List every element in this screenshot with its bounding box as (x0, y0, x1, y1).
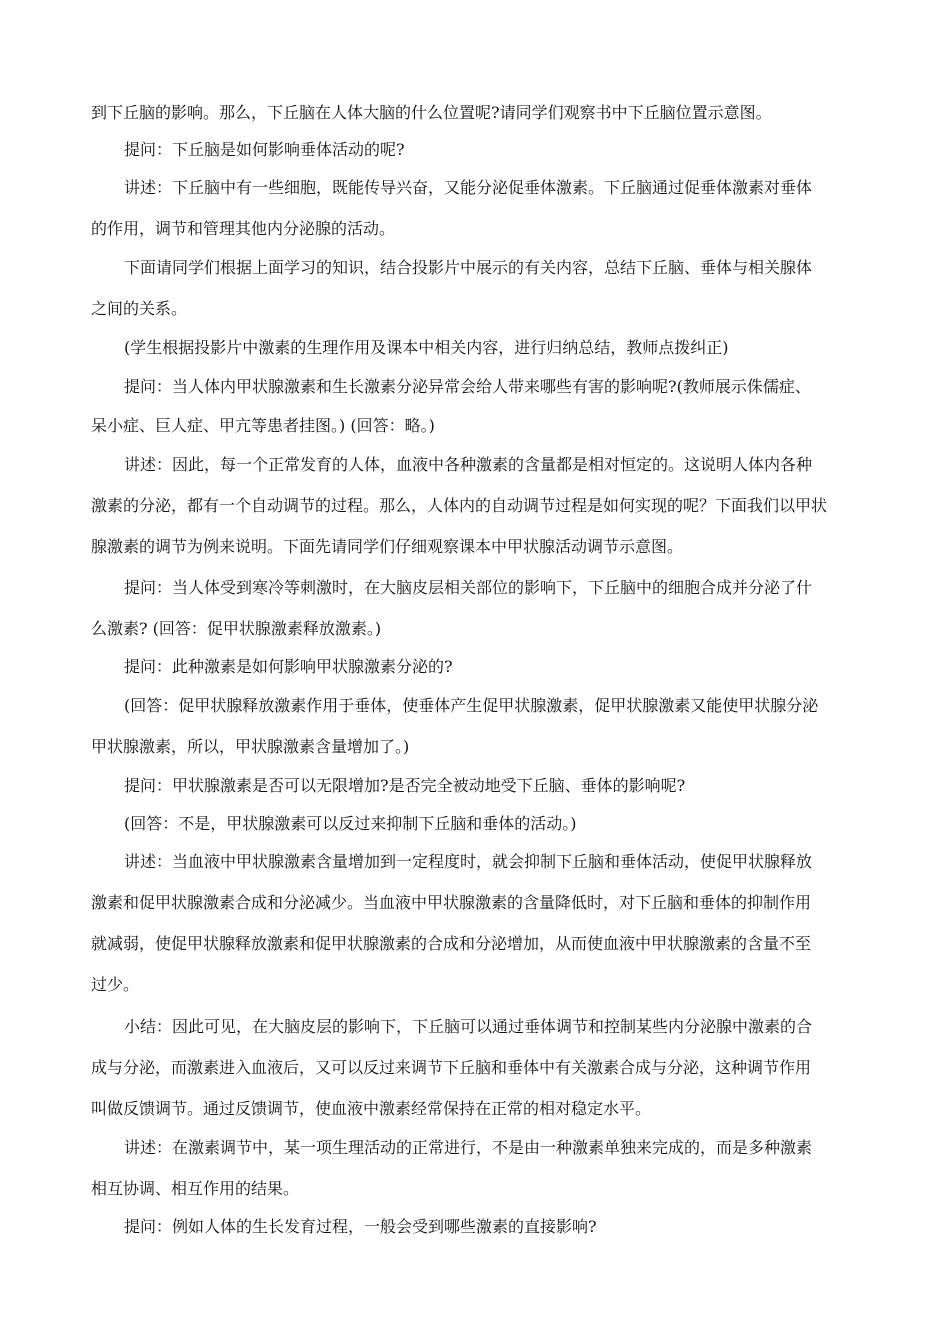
text-line: 讲述：在激素调节中，某一项生理活动的正常进行，不是由一种激素单独来完成的，而是多种激素 (124, 1138, 813, 1157)
text-line: 提问：下丘脑是如何影响垂体活动的呢? (124, 140, 405, 159)
text-line: 腺激素的调节为例来说明。下面先请同学们仔细观察课本中甲状腺活动调节示意图。 (91, 537, 684, 556)
text-line: 提问：当人体受到寒冷等刺激时，在大脑皮层相关部位的影响下，下丘脑中的细胞合成并分泌了什 (124, 578, 813, 597)
text-line: 讲述：当血液中甲状腺激素含量增加到一定程度时，就会抑制下丘脑和垂体活动，使促甲状腺释放 (124, 852, 813, 871)
text-line: 提问：此种激素是如何影响甲状腺激素分泌的? (124, 657, 453, 676)
text-line: 甲状腺激素，所以，甲状腺激素含量增加了。) (91, 737, 410, 756)
text-line: 成与分泌，而激素进入血液后，又可以反过来调节下丘脑和垂体中有关激素合成与分泌，这种调节作用 (91, 1058, 812, 1077)
text-line: 呆小症、巨人症、甲亢等患者挂图。) (回答：略。) (91, 416, 435, 435)
text-line: 提问：甲状腺激素是否可以无限增加?是否完全被动地受下丘脑、垂体的影响呢? (124, 776, 686, 795)
text-line: 过少。 (91, 975, 140, 994)
text-line: 激素的分泌，都有一个自动调节的过程。那么，人体内的自动调节过程是如何实现的呢？下面我们以甲状 (91, 496, 828, 515)
text-line: 小结：因此可见，在大脑皮层的影响下，下丘脑可以通过垂体调节和控制某些内分泌腺中激素的合 (124, 1017, 813, 1036)
text-line: 提问：例如人体的生长发育过程，一般会受到哪些激素的直接影响? (124, 1217, 597, 1236)
text-line: 么激素? (回答：促甲状腺激素释放激素。) (91, 619, 382, 638)
text-line: 激素和促甲状腺激素合成和分泌减少。当血液中甲状腺激素的含量降低时，对下丘脑和垂体的抑制作用 (91, 893, 812, 912)
text-line: 相互协调、相互作用的结果。 (91, 1179, 300, 1198)
text-line: 提问：当人体内甲状腺激素和生长激素分泌异常会给人带来哪些有害的影响呢?(教师展示侏儒症、 (124, 377, 811, 396)
text-line: 下面请同学们根据上面学习的知识，结合投影片中展示的有关内容，总结下丘脑、垂体与相关腺体 (124, 258, 813, 277)
text-line: 讲述：下丘脑中有一些细胞，既能传导兴奋，又能分泌促垂体激素。下丘脑通过促垂体激素对垂体 (124, 178, 813, 197)
text-line: 叫做反馈调节。通过反馈调节，使血液中激素经常保持在正常的相对稳定水平。 (91, 1099, 652, 1118)
text-line: (回答：不是，甲状腺激素可以反过来抑制下丘脑和垂体的活动。) (124, 814, 577, 833)
text-line: (学生根据投影片中激素的生理作用及课本中相关内容，进行归纳总结，教师点拨纠正) (124, 338, 729, 357)
text-line: (回答：促甲状腺释放激素作用于垂体，使垂体产生促甲状腺激素，促甲状腺激素又能使甲状腺分泌 (124, 696, 819, 715)
text-line: 到下丘脑的影响。那么，下丘脑在人体大脑的什么位置呢?请同学们观察书中下丘脑位置示意图。 (91, 103, 772, 122)
text-line: 的作用，调节和管理其他内分泌腺的活动。 (91, 219, 396, 238)
text-line: 就减弱，使促甲状腺释放激素和促甲状腺激素的合成和分泌增加，从而使血液中甲状腺激素的含量不至 (91, 934, 812, 953)
text-line: 讲述：因此，每一个正常发育的人体，血液中各种激素的含量都是相对恒定的。这说明人体内各种 (124, 455, 813, 474)
text-line: 之间的关系。 (91, 299, 188, 318)
